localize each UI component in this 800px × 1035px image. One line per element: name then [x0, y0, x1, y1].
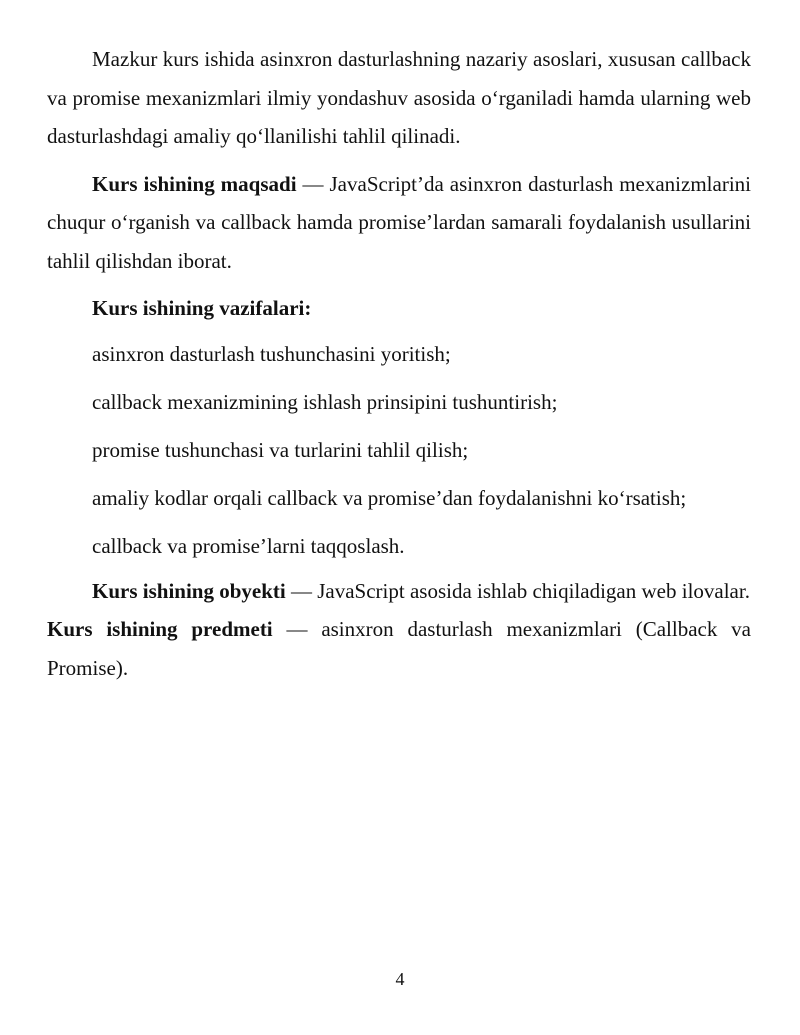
- task-item-1: asinxron dasturlash tushunchasini yoritish;: [92, 341, 451, 366]
- page-number: 4: [395, 969, 405, 989]
- object-term: Kurs ishining obyekti: [92, 578, 286, 603]
- document-page: [47, 40, 751, 687]
- goal-paragraph: [47, 165, 751, 281]
- subject-term: Kurs ishining predmeti: [47, 617, 273, 641]
- goal-text: — JavaScript’da asinxron dasturlash mexanizmlarini chuqur o‘rganish va callback hamda promise’lardan samarali foydalanish usullarini tahlil qilishdan iborat.: [47, 171, 751, 273]
- goal-term: Kurs ishining maqsadi: [92, 171, 297, 196]
- object-text: — JavaScript asosida ishlab chiqiladigan web ilovalar.: [285, 578, 750, 603]
- task-item-3: promise tushunchasi va turlarini tahlil qilish;: [92, 437, 469, 462]
- task-item-4: amaliy kodlar orqali callback va promise’dan foydalanishni ko‘rsatish;: [92, 485, 687, 510]
- task-item-2: callback mexanizmining ishlash prinsipini tushuntirish;: [92, 389, 558, 414]
- tasks-heading: Kurs ishining vazifalari:: [92, 296, 312, 320]
- subject-paragraph: [47, 610, 751, 687]
- task-item-5: callback va promise’larni taqqoslash.: [92, 533, 405, 558]
- subject-text: — asinxron dasturlash mexanizmlari (Callback va Promise).: [47, 617, 752, 680]
- object-paragraph: [47, 572, 751, 611]
- intro-paragraph: Mazkur kurs ishida asinxron dasturlashning nazariy asoslari, xususan callback va promise mexanizmlari ilmiy yondashuv asosida o‘rganiladi hamda ularning web dasturlashdagi amaliy qo‘llanilishi tahlil qilinadi.: [47, 47, 751, 148]
